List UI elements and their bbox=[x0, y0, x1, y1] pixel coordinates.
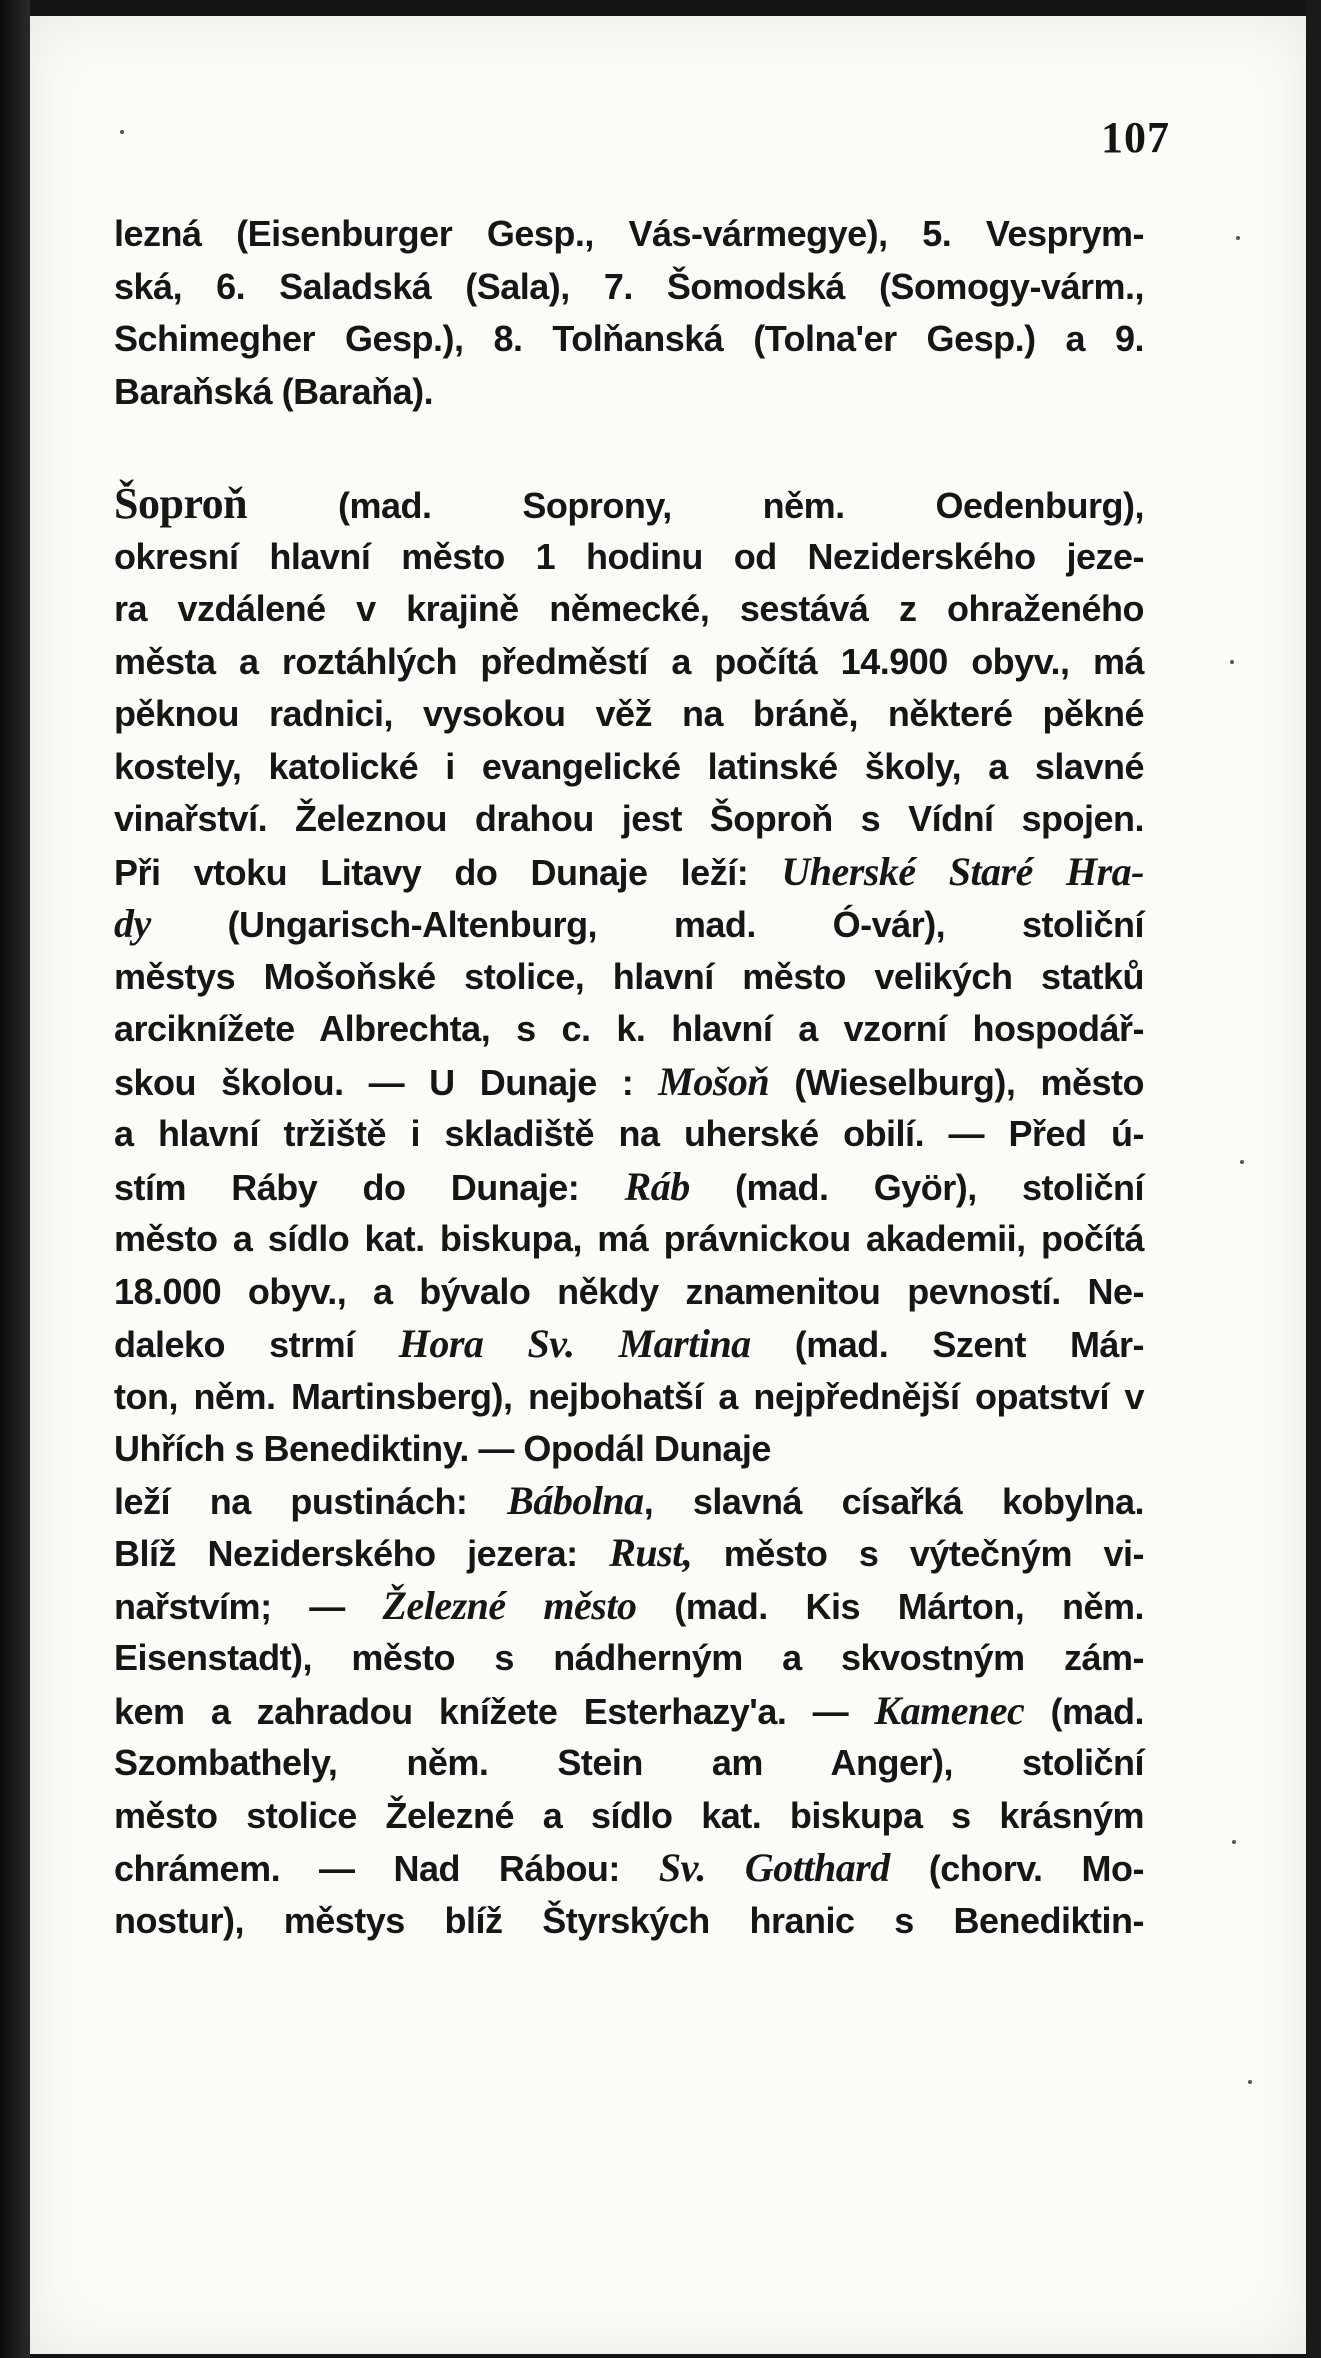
place-name-italic: Ráb bbox=[624, 1163, 690, 1209]
text-line: vinařství. Železnou drahou jest Šoproň s Vídní spojen. bbox=[114, 798, 1144, 839]
paragraph-gap bbox=[114, 418, 1144, 478]
scan-right-edge bbox=[1306, 0, 1321, 2358]
text-line: kostely, katolické i evangelické latinské školy, a slavné bbox=[114, 745, 1144, 787]
text-span: Blíž Neziderského jezera: bbox=[114, 1533, 578, 1574]
text-span: město s výtečným vi- bbox=[692, 1533, 1144, 1574]
text-line bbox=[114, 846, 1144, 899]
place-name-italic: Sv. Gotthard bbox=[658, 1845, 890, 1890]
page-body-text bbox=[114, 208, 1144, 1947]
scan-speck bbox=[1232, 1840, 1236, 1844]
place-name-italic: Hora Sv. Martina bbox=[398, 1321, 751, 1366]
text-span: , slavná císařká kobylna. bbox=[643, 1480, 1145, 1522]
text-line: nostur), městys blíž Štyrských hranic s Benediktin- bbox=[114, 1899, 1144, 1941]
text-line: město stolice Železné a sídlo kat. biskupa s krásným bbox=[114, 1794, 1144, 1836]
text-span: (chorv. Mo- bbox=[889, 1848, 1144, 1889]
place-name-italic: Uherské Staré Hra- bbox=[781, 848, 1144, 894]
place-name-italic: Kamenec bbox=[874, 1687, 1025, 1733]
text-line bbox=[114, 1685, 1144, 1738]
text-line bbox=[114, 1527, 1144, 1580]
text-line: město a sídlo kat. biskupa, má právnickou akademii, počítá bbox=[114, 1218, 1144, 1259]
scan-speck bbox=[1248, 2080, 1252, 2084]
text-line bbox=[114, 478, 1144, 531]
text-line: 18.000 obyv., a bývalo někdy znamenitou pevností. Ne- bbox=[114, 1270, 1144, 1312]
text-line bbox=[114, 1318, 1144, 1371]
text-span: kem a zahradou knížete Esterhazy'a. — bbox=[114, 1690, 849, 1732]
text-span: (mad. Kis Márton, něm. bbox=[636, 1585, 1144, 1627]
text-line: a hlavní tržiště i skladiště na uherské obilí. — Před ú- bbox=[114, 1113, 1144, 1154]
text-line: městys Mošoňské stolice, hlavní město velikých statků bbox=[114, 955, 1144, 997]
scan-speck bbox=[120, 130, 124, 134]
text-span: (mad. Szent Már- bbox=[750, 1324, 1144, 1365]
text-line: Eisenstadt), město s nádherným a skvostným zám- bbox=[114, 1637, 1144, 1678]
scan-speck bbox=[1230, 660, 1234, 664]
text-line: pěknou radnici, vysokou věž na bráně, některé pěkné bbox=[114, 693, 1144, 734]
text-span: chrámem. — Nad Rábou: bbox=[114, 1848, 620, 1889]
text-line: ton, něm. Martinsberg), nejbohatší a nejpřednější opatství v Uhřích s Benediktiny. — Opodál Dunaje bbox=[114, 1375, 1144, 1469]
text-line bbox=[114, 1056, 1144, 1109]
text-span: stím Ráby do Dunaje: bbox=[114, 1166, 580, 1208]
text-span: leží na pustinách: bbox=[114, 1480, 468, 1522]
place-name-italic: Železné město bbox=[382, 1582, 637, 1628]
text-span: (mad. Soprony, něm. Oedenburg), bbox=[247, 485, 1144, 526]
text-line: města a roztáhlých předměstí a počítá 14.900 obyv., má bbox=[114, 640, 1144, 682]
scan-speck bbox=[1240, 1160, 1244, 1164]
text-span: Při vtoku Litavy do Dunaje leží: bbox=[114, 851, 749, 893]
text-line: okresní hlavní město 1 hodinu od Neziderského jeze- bbox=[114, 535, 1144, 577]
place-name-italic: Rust, bbox=[609, 1530, 693, 1575]
text-line: Szombathely, něm. Stein am Anger), stoliční bbox=[114, 1742, 1144, 1783]
page-number: 107 bbox=[1101, 113, 1170, 162]
text-line: Baraňská (Baraňa). bbox=[114, 370, 434, 412]
text-span: (mad. Györ), stoliční bbox=[689, 1166, 1144, 1208]
text-span: (Ungarisch-Altenburg, mad. Ó-vár), stoliční bbox=[150, 904, 1144, 945]
text-span: skou školou. — U Dunaje : bbox=[114, 1061, 634, 1103]
text-span: (mad. bbox=[1024, 1690, 1144, 1732]
place-name-italic: Bábolna bbox=[507, 1477, 644, 1523]
text-span: nařstvím; — bbox=[114, 1585, 345, 1627]
text-line: ská, 6. Saladská (Sala), 7. Šomodská (Somogy-várm., bbox=[114, 265, 1144, 307]
text-line: arciknížete Albrechta, s c. k. hlavní a vzorní hospodář- bbox=[114, 1008, 1144, 1049]
place-name-italic: Mošoň bbox=[658, 1058, 770, 1104]
text-line bbox=[114, 1475, 1144, 1528]
text-line: lezná (Eisenburger Gesp., Vás-vármegye), 5. Vesprym- bbox=[114, 213, 1144, 254]
section-heading: Šoproň bbox=[114, 479, 248, 528]
place-name-italic: dy bbox=[114, 901, 151, 946]
text-line bbox=[114, 898, 1144, 951]
text-line: ra vzdálené v krajině německé, sestává z ohraženého bbox=[114, 588, 1144, 629]
scan-speck bbox=[1236, 236, 1240, 240]
text-line bbox=[114, 1580, 1144, 1633]
text-span: (Wieselburg), město bbox=[769, 1061, 1144, 1103]
text-span: daleko strmí bbox=[114, 1324, 355, 1365]
text-line: Schimegher Gesp.), 8. Tolňanská (Tolna'er Gesp.) a 9. bbox=[114, 318, 1144, 359]
text-line bbox=[114, 1842, 1144, 1895]
scan-left-edge bbox=[0, 0, 30, 2358]
text-line bbox=[114, 1161, 1144, 1214]
